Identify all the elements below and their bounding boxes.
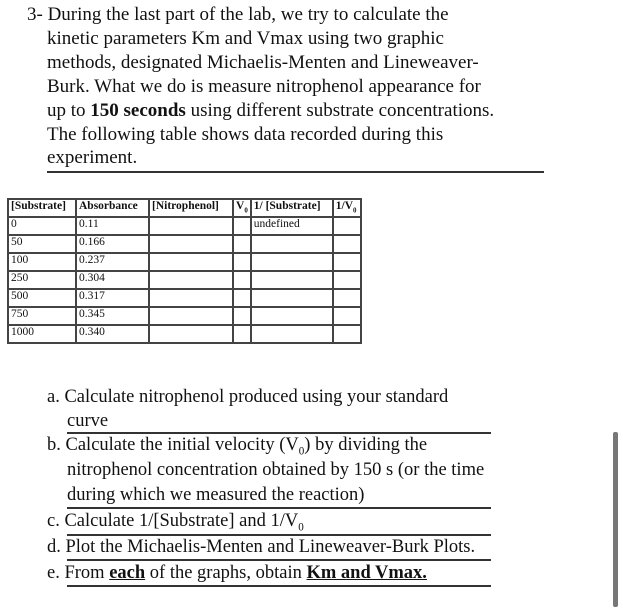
- table-cell: 0.340: [76, 325, 149, 343]
- task-e: [47, 562, 427, 584]
- sub: 0: [244, 207, 248, 215]
- table-cell: [233, 253, 251, 271]
- table-cell: 0.304: [76, 271, 149, 289]
- line: The following table shows data recorded during this: [47, 124, 444, 145]
- table-row: [8, 307, 361, 325]
- table-cell: undefined: [251, 217, 333, 235]
- table-cell: [333, 271, 361, 289]
- t: ) by dividing the: [304, 435, 428, 455]
- bold-text: each: [109, 563, 146, 583]
- line: Burk. What we do is measure nitrophenol appearance for: [47, 76, 481, 97]
- table-cell: 100: [8, 253, 76, 271]
- table-cell: [149, 307, 233, 325]
- sub: 0: [298, 521, 304, 534]
- v: 1/V: [335, 200, 354, 212]
- table-cell: [233, 325, 251, 343]
- table-cell: [333, 307, 361, 325]
- t: of the graphs, obtain: [145, 563, 307, 583]
- line: kinetic parameters Km and Vmax using two graphic: [47, 28, 444, 49]
- table-cell: [333, 217, 361, 235]
- divider: [47, 171, 544, 173]
- table-cell: 250: [8, 271, 76, 289]
- data-table: [7, 198, 362, 344]
- table-cell: [233, 307, 251, 325]
- divider: [67, 559, 491, 561]
- table-cell: [251, 271, 333, 289]
- table-cell: [251, 289, 333, 307]
- task-a-cont: curve: [67, 411, 109, 431]
- table-cell: 0.237: [76, 253, 149, 271]
- table-cell: [251, 325, 333, 343]
- table-row: [8, 235, 361, 253]
- task-d: d. Plot the Michaelis-Menten and Lineweaver-Burk Plots.: [47, 537, 476, 557]
- task-b-cont: nitrophenol concentration obtained by 150 s (or the time: [67, 460, 485, 480]
- table-cell: [251, 253, 333, 271]
- line: using different substrate concentrations.: [185, 100, 495, 121]
- table-cell: [233, 217, 251, 235]
- table-cell: 500: [8, 289, 76, 307]
- line: up to: [47, 100, 91, 121]
- table-cell: [149, 217, 233, 235]
- table-cell: [149, 271, 233, 289]
- header-cell: [Nitrophenol]: [149, 199, 233, 217]
- header-cell: [233, 199, 251, 217]
- header-cell: 1/ [Substrate]: [251, 199, 333, 217]
- line: During the last part of the lab, we try to calculate the: [47, 4, 449, 25]
- table-cell: 750: [8, 307, 76, 325]
- header-cell: Absorbance: [76, 199, 149, 217]
- table-cell: [233, 235, 251, 253]
- task-b-cont: during which we measured the reaction): [67, 485, 365, 505]
- header-cell: [Substrate]: [8, 199, 76, 217]
- task-a: a. Calculate nitrophenol produced using your standard: [47, 387, 449, 407]
- table-cell: [333, 289, 361, 307]
- line: methods, designated Michaelis-Menten and Lineweaver-: [47, 52, 479, 73]
- table-row: [8, 217, 361, 235]
- scrollbar[interactable]: [613, 432, 618, 607]
- table-cell: [333, 325, 361, 343]
- line: experiment.: [47, 147, 138, 168]
- table-cell: [149, 235, 233, 253]
- table-cell: [149, 253, 233, 271]
- table-cell: [149, 325, 233, 343]
- header-cell: [333, 199, 361, 217]
- table-cell: 0.345: [76, 307, 149, 325]
- sub: 0: [353, 207, 357, 215]
- t: e. From: [47, 563, 110, 583]
- sub: 0: [298, 445, 305, 458]
- table-cell: [251, 307, 333, 325]
- table-cell: 0.11: [76, 217, 149, 235]
- question-number: 3-: [27, 4, 43, 25]
- v: V: [236, 200, 245, 212]
- divider: [67, 507, 491, 509]
- table-cell: 0.317: [76, 289, 149, 307]
- t: b. Calculate the initial velocity (V: [47, 435, 299, 455]
- table-cell: 50: [8, 235, 76, 253]
- t: c. Calculate 1/[Substrate] and 1/V: [47, 511, 299, 531]
- table-cell: 0.166: [76, 235, 149, 253]
- table-row: [8, 253, 361, 271]
- table-cell: [333, 253, 361, 271]
- table-cell: [149, 289, 233, 307]
- bold-text: 150 seconds: [90, 100, 186, 121]
- table-row: [8, 289, 361, 307]
- table-cell: [233, 289, 251, 307]
- bold-text: Km and Vmax.: [306, 563, 427, 583]
- table-cell: 1000: [8, 325, 76, 343]
- table-header: [8, 199, 361, 217]
- table-row: [8, 325, 361, 343]
- table-cell: [251, 235, 333, 253]
- divider: [67, 585, 491, 587]
- table-cell: [333, 235, 361, 253]
- table-row: [8, 271, 361, 289]
- table-cell: [233, 271, 251, 289]
- table-cell: 0: [8, 217, 76, 235]
